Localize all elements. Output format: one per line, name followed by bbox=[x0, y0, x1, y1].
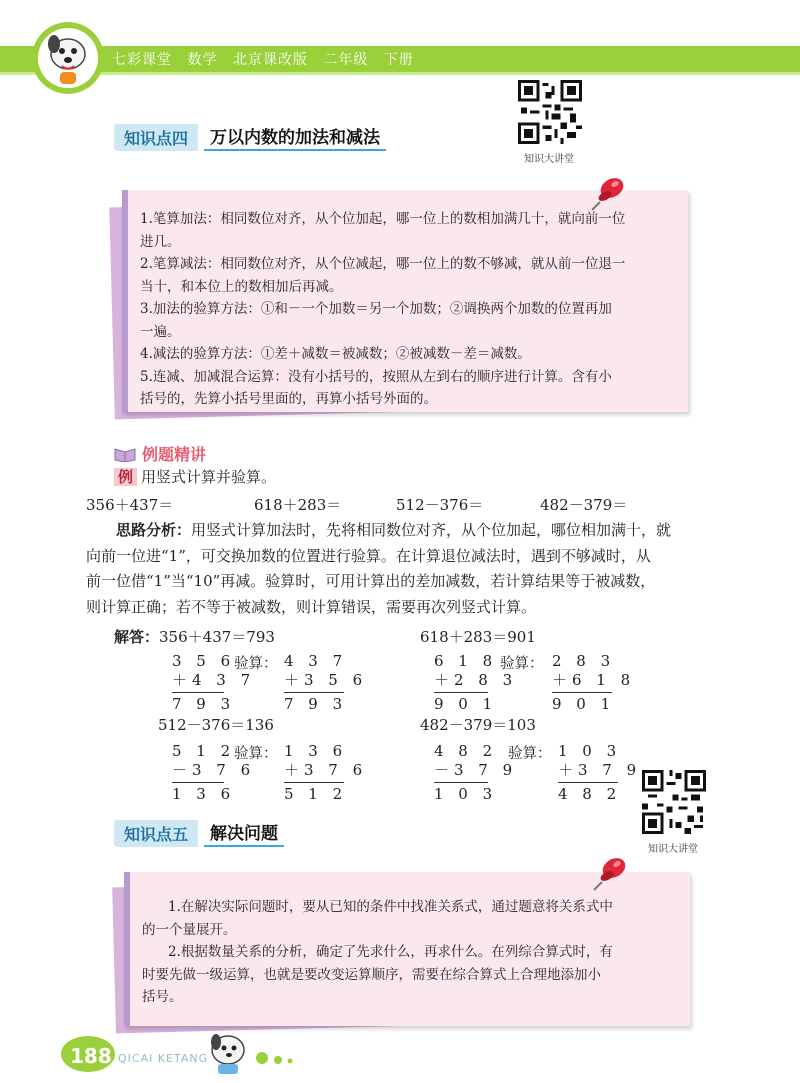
vc-rule bbox=[284, 782, 344, 783]
section5-line: 2.根据数量关系的分析，确定了先求什么，再求什么。在列综合算式时，有 bbox=[168, 944, 613, 960]
header-volume: 下册 bbox=[383, 52, 414, 68]
mascot-dog-icon bbox=[30, 20, 106, 96]
section4-line: 当十，和本位上的数相加后再减。 bbox=[140, 278, 343, 295]
vc-result: 7 9 3 bbox=[172, 695, 236, 713]
section5-tag: 知识点五 bbox=[114, 820, 198, 847]
header-edition: 北京课改版 bbox=[232, 52, 308, 68]
qr-code-icon bbox=[518, 80, 582, 144]
vc-middle: ＋3 7 6 bbox=[284, 761, 368, 779]
section4-line: 3.加法的验算方法：①和－一个加数＝另一个加数；②调换两个加数的位置再加 bbox=[140, 301, 612, 317]
vc-rule bbox=[552, 692, 612, 693]
answer-line-1 bbox=[114, 626, 275, 647]
vc-rule bbox=[172, 692, 224, 693]
section4-line: 5.连减、加减混合运算：没有小括号的，按照从左到右的顺序进行计算。含有小 bbox=[140, 368, 612, 385]
problem-4: 482－379＝ bbox=[540, 496, 628, 514]
answer-label: 解答： bbox=[114, 628, 160, 646]
section4-line: 1.笔算加法：相同数位对齐，从个位加起，哪一位上的数相加满几十，就向前一位 bbox=[140, 211, 626, 227]
section4-line: 一遍。 bbox=[140, 323, 181, 340]
example-prompt: 用竖式计算并验算。 bbox=[141, 468, 277, 486]
section4-heading: 万以内数的加法和减法 bbox=[204, 123, 386, 151]
vc-rule bbox=[434, 692, 488, 693]
vc-middle: ＋6 1 8 bbox=[552, 671, 636, 689]
section4-line: 进几。 bbox=[140, 233, 181, 250]
vc-top: 6 1 8 bbox=[434, 652, 498, 670]
section4-line: 4.减法的验算方法：①差＋减数＝被减数；②被减数－差＝减数。 bbox=[140, 346, 531, 362]
section5-title bbox=[114, 820, 284, 846]
vc-top: 4 3 7 bbox=[284, 652, 348, 670]
vc-middle: ＋2 8 3 bbox=[434, 671, 518, 689]
analysis-line: 向前一位进“1”，可交换加数的位置进行验算。在计算退位减法时，遇到不够减时，从 bbox=[86, 546, 651, 565]
header-grade: 二年级 bbox=[323, 52, 369, 68]
analysis-label: 思路分析： bbox=[116, 521, 192, 539]
vc-middle: －3 7 6 bbox=[172, 761, 256, 779]
vc-top: 3 5 6 bbox=[172, 652, 236, 670]
section4-line: 2.笔算减法：相同数位对齐，从个位减起，哪一位上的数不够减，就从前一位退一 bbox=[140, 256, 626, 272]
vertical-calc-2 bbox=[434, 652, 518, 714]
vc-middle: ＋3 5 6 bbox=[284, 671, 368, 689]
page-number: 188 bbox=[70, 1044, 112, 1068]
vc-top: 2 8 3 bbox=[552, 652, 616, 670]
section4-title bbox=[114, 124, 386, 150]
vc-result: 7 9 3 bbox=[284, 695, 348, 713]
vc-result: 4 8 2 bbox=[558, 785, 622, 803]
vc-top: 5 1 2 bbox=[172, 742, 236, 760]
equation-2: 618＋283＝901 bbox=[420, 628, 536, 646]
vc-rule bbox=[434, 782, 488, 783]
section4-card bbox=[122, 190, 688, 412]
header-subject: 数学 bbox=[187, 52, 218, 68]
analysis-line: 用竖式计算加法时，先将相同数位对齐，从个位加起，哪位相加满十，就 bbox=[191, 521, 672, 539]
example-heading-text: 例题精讲 bbox=[142, 445, 207, 464]
example-badge: 例 bbox=[114, 468, 137, 486]
analysis-line: 前一位借“1”当“10”再减。验算时，可用计算出的差加减数，若计算结果等于被减数， bbox=[86, 572, 656, 591]
vc-top: 4 8 2 bbox=[434, 742, 498, 760]
qr-label: 知识大讲堂 bbox=[648, 844, 698, 855]
problem-2: 618＋283＝ bbox=[254, 496, 342, 514]
problem-1: 356＋437＝ bbox=[86, 496, 174, 514]
check-label: 验算： bbox=[500, 656, 544, 672]
section5-line: 1.在解决实际问题时，要从已知的条件中找准关系式，通过题意将关系式中 bbox=[168, 899, 613, 915]
check-label: 验算： bbox=[234, 746, 278, 762]
vc-result: 9 0 1 bbox=[552, 695, 616, 713]
footer-brand: QICAI KETANG bbox=[118, 1052, 209, 1065]
vc-result: 5 1 2 bbox=[284, 785, 348, 803]
example-heading bbox=[114, 442, 206, 465]
qr-code-icon bbox=[642, 770, 706, 834]
example-prompt-line bbox=[114, 466, 276, 487]
header-underline bbox=[0, 72, 800, 75]
vc-rule bbox=[284, 692, 344, 693]
header-series: 七彩课堂 bbox=[112, 52, 172, 68]
section5-card bbox=[124, 872, 690, 1026]
check-calc-2 bbox=[552, 652, 636, 714]
equation-4: 482－379＝103 bbox=[420, 716, 536, 734]
equation-1: 356＋437＝793 bbox=[159, 628, 275, 646]
qr-label: 知识大讲堂 bbox=[524, 154, 574, 165]
vc-top: 1 0 3 bbox=[558, 742, 622, 760]
check-label: 验算： bbox=[508, 746, 552, 762]
section5-heading: 解决问题 bbox=[204, 819, 284, 847]
problem-3: 512－376＝ bbox=[396, 496, 484, 514]
section4-tag: 知识点四 bbox=[114, 124, 198, 151]
header-text bbox=[112, 49, 424, 69]
vc-result: 1 3 6 bbox=[172, 785, 236, 803]
analysis-line: 则计算正确；若不等于被减数，则计算错误，需要再次列竖式计算。 bbox=[86, 597, 537, 616]
vc-middle: －3 7 9 bbox=[434, 761, 518, 779]
section4-line: 括号的，先算小括号里面的，再算小括号外面的。 bbox=[140, 391, 437, 407]
vc-top: 1 3 6 bbox=[284, 742, 348, 760]
pushpin-icon bbox=[590, 852, 630, 892]
vc-middle: ＋4 3 7 bbox=[172, 671, 256, 689]
check-calc-1 bbox=[284, 652, 368, 714]
vc-rule bbox=[558, 782, 618, 783]
mascot-footer-icon bbox=[200, 1028, 310, 1078]
analysis-paragraph bbox=[86, 518, 711, 620]
vertical-calc-4 bbox=[434, 742, 518, 804]
equation-3: 512－376＝136 bbox=[158, 716, 274, 734]
check-calc-4 bbox=[558, 742, 642, 804]
book-icon bbox=[114, 446, 136, 462]
section5-line: 时要先做一级运算，也就是要改变运算顺序，需要在综合算式上合理地添加小 bbox=[142, 966, 601, 983]
vc-result: 1 0 3 bbox=[434, 785, 498, 803]
vc-rule bbox=[172, 782, 224, 783]
vc-result: 9 0 1 bbox=[434, 695, 498, 713]
vc-middle: ＋3 7 9 bbox=[558, 761, 642, 779]
pushpin-icon bbox=[588, 172, 628, 212]
check-calc-3 bbox=[284, 742, 368, 804]
section5-line: 的一个量展开。 bbox=[142, 921, 237, 938]
check-label: 验算： bbox=[234, 656, 278, 672]
section5-line: 括号。 bbox=[142, 989, 183, 1005]
